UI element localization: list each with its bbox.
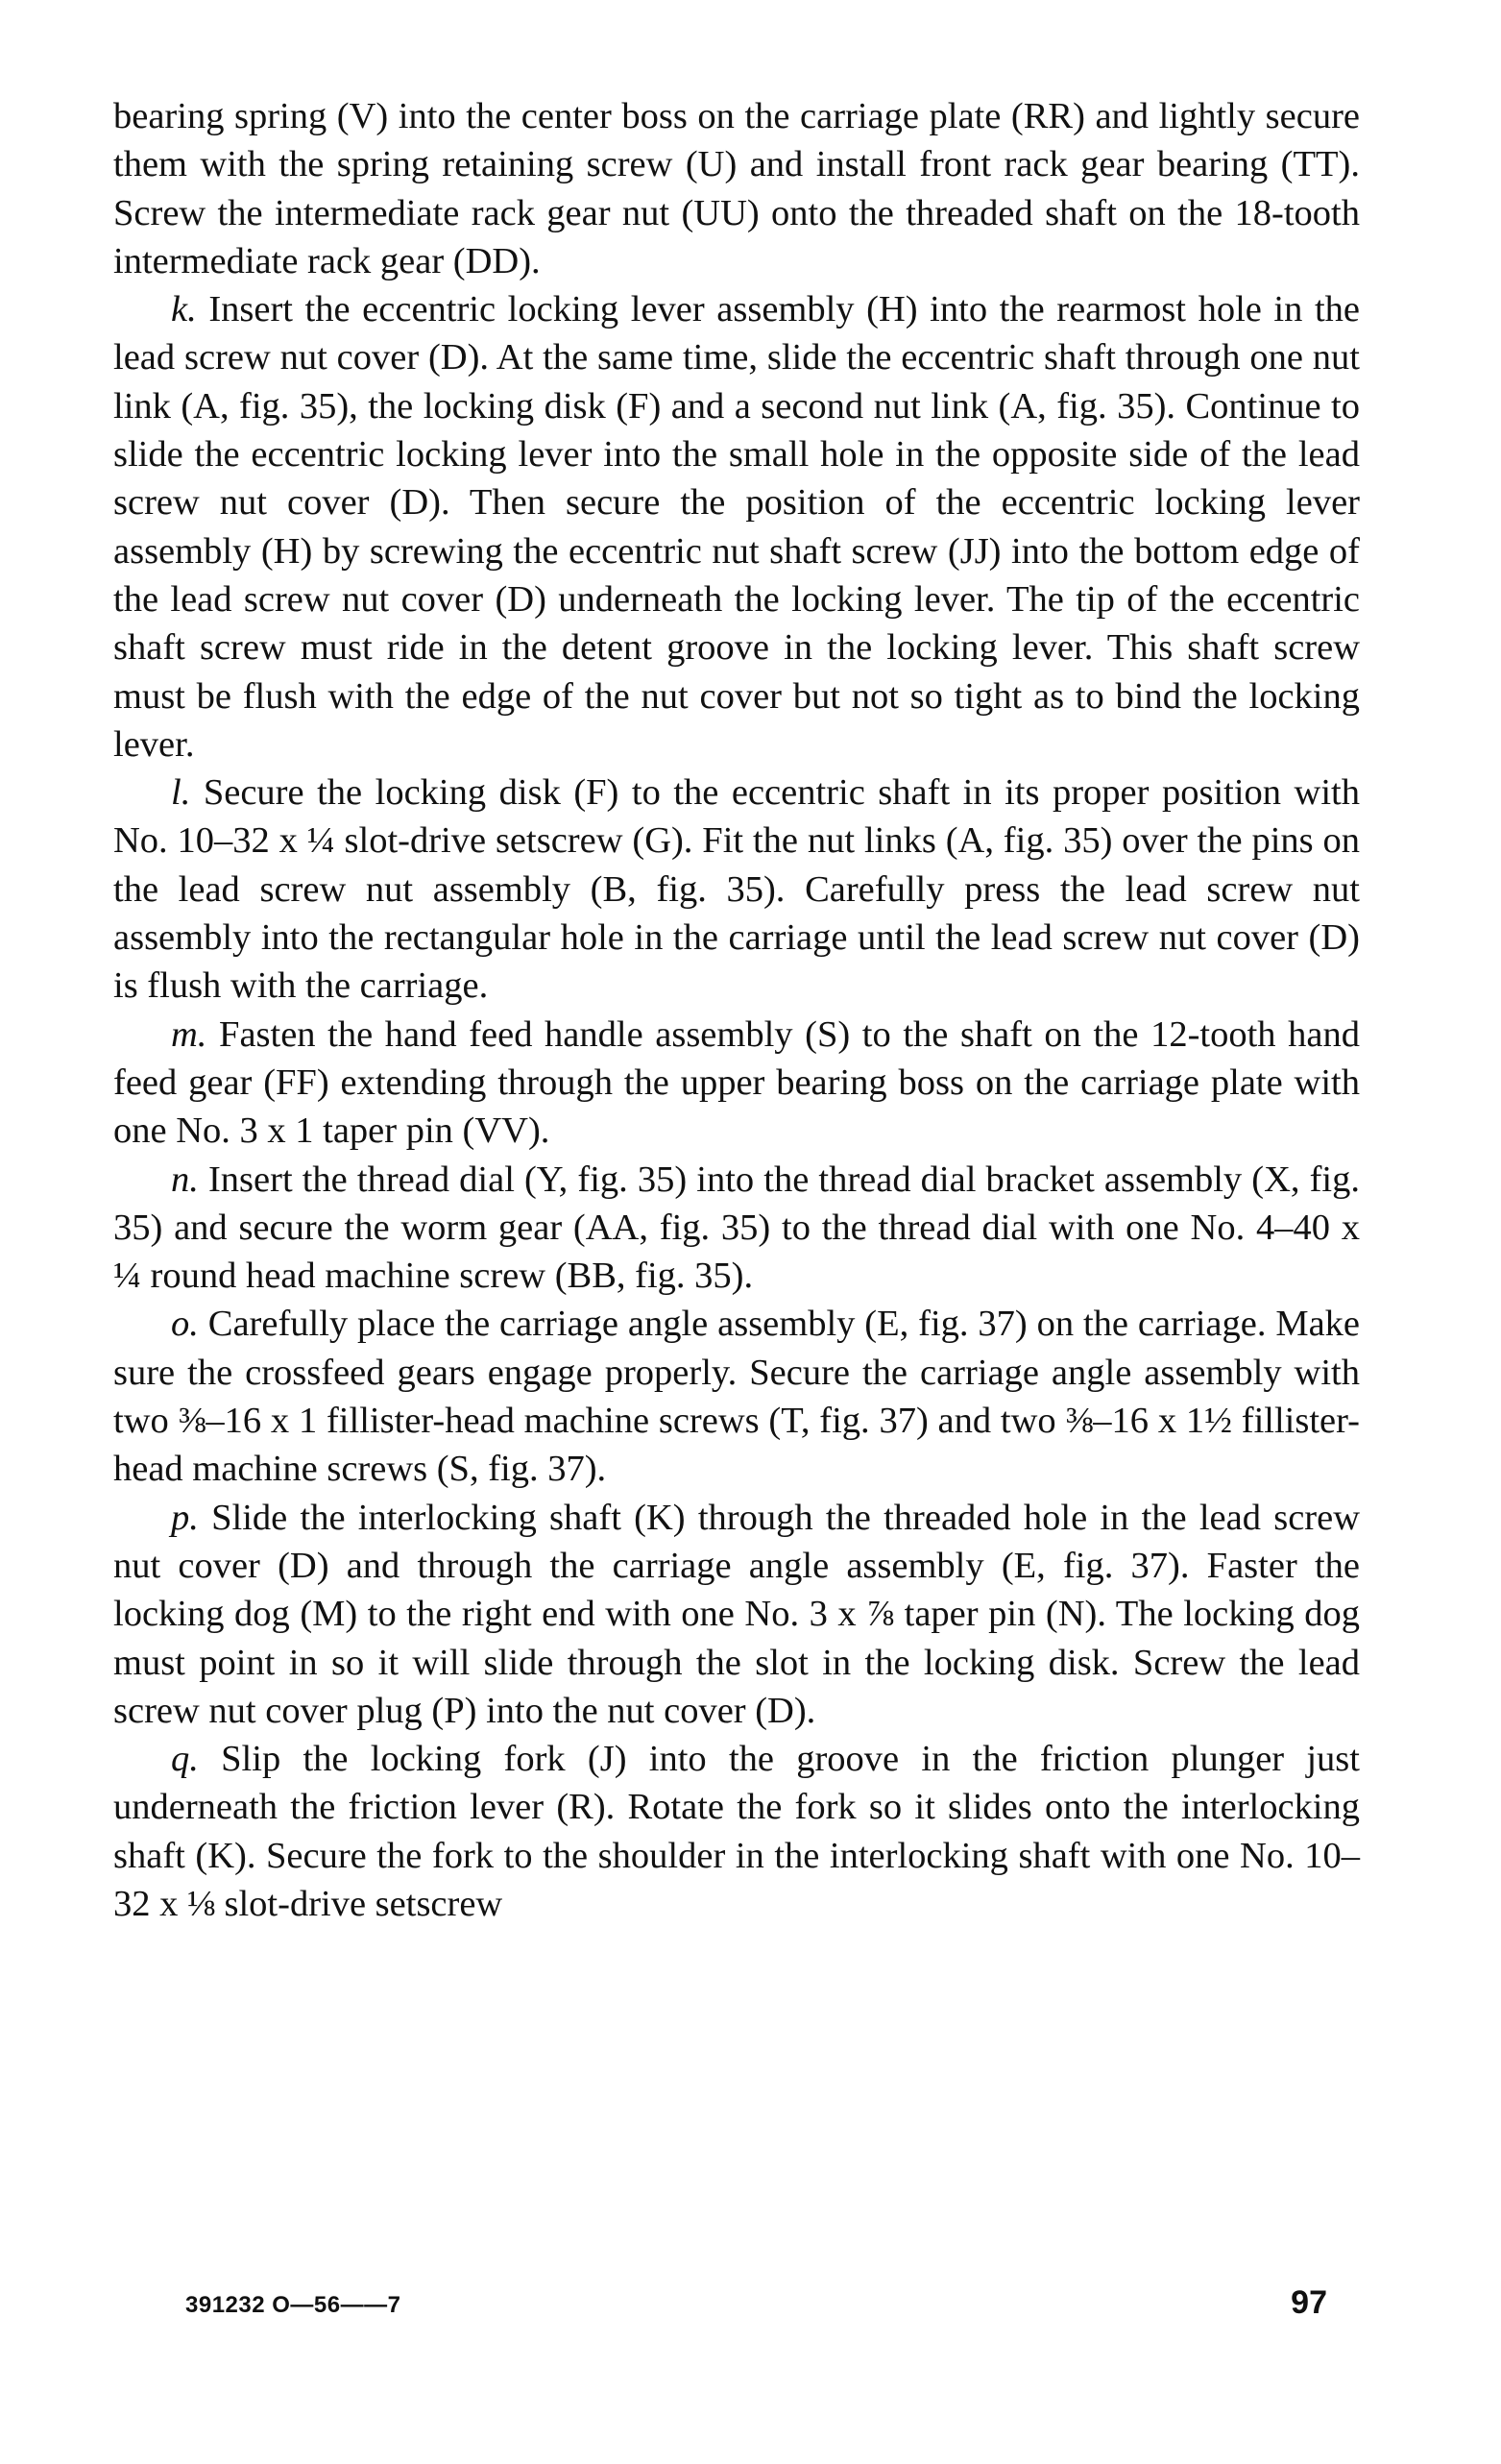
paragraph-m <box>113 1011 1360 1156</box>
paragraph-marker: n. <box>171 1159 199 1200</box>
paragraph-text: Insert the thread dial (Y, fig. 35) into the thread dial bracket assembly (X, fig. 35) and secure the worm gear (AA, fig. 35) to the thread dial with one No. 4–40 x ¼ round head machine screw (BB, fig. 35). <box>113 1159 1361 1297</box>
paragraph-l <box>113 768 1360 1010</box>
paragraph-text: Slip the locking fork (J) into the groove in the friction plunger just underneath the friction lever (R). Rotate the fork so it slides onto the interlocking shaft (K). Secure the fork to the shoulder in the interlocking shaft with one No. 10–32 x ⅛ slot-drive setscrew <box>113 1739 1360 1924</box>
paragraph-text: Carefully place the carriage angle assembly (E, fig. 37) on the carriage. Make sure the crossfeed gears engage properly. Secure the carriage angle assembly with two ⅜–16 x 1 fillister-head machine screws (T, fig. 37) and two ⅜–16 x 1½ fillister-head machine screws (S, fig. 37). <box>113 1304 1361 1490</box>
page-footer <box>113 2284 1360 2330</box>
paragraph-text: Slide the interlocking shaft (K) through the threaded hole in the lead screw nut cover (D) and through the carriage angle assembly (E, fig. 37). Faster the locking dog (M) to the right end with one No. 3 x ⅞ taper pin (N). The locking dog must point in so it will slide through the slot in the locking disk. Screw the lead screw nut cover plug (P) into the nut cover (D). <box>113 1497 1361 1731</box>
paragraph-k <box>113 285 1360 768</box>
paragraph-text: Secure the locking disk (F) to the eccentric shaft in its proper position with No. 10–32 x ¼ slot-drive setscrew (G). Fit the nut links (A, fig. 35) over the pins on the lead screw nut assembly (B, fig. 35). Carefully press the lead screw nut assembly into the rectangular hole in the carriage until the lead screw nut cover (D) is flush with the carriage. <box>113 772 1361 1007</box>
paragraph-p <box>113 1494 1360 1735</box>
paragraph-marker: o. <box>171 1304 199 1345</box>
paragraph-q <box>113 1735 1360 1928</box>
paragraph-n <box>113 1156 1360 1301</box>
paragraph-continuation <box>113 92 1360 285</box>
document-body <box>113 92 1360 1928</box>
paragraph-text: Fasten the hand feed handle assembly (S) to the shaft on the 12-tooth hand feed gear (FF) extending through the upper bearing boss on the carriage plate with one No. 3 x 1 taper pin (VV). <box>113 1013 1360 1152</box>
page-number: 97 <box>1291 2284 1327 2321</box>
print-code: 391232 O—56——7 <box>185 2292 401 2318</box>
paragraph-text: Insert the eccentric locking lever assembly (H) into the rearmost hole in the lead screw nut cover (D). At the same time, slide the eccentric shaft through one nut link (A, fig. 35), the locking disk (F) and a second nut link (A, fig. 35). Continue to slide the eccentric locking lever into the small hole in the opposite side of the lead screw nut cover (D). Then secure the position of the eccentric locking lever assembly (H) by screwing the eccentric nut shaft screw (JJ) into the bottom edge of the lead screw nut cover (D) underneath the locking lever. The tip of the eccentric shaft screw must ride in the detent groove in the locking lever. This shaft screw must be flush with the edge of the nut cover but not so tight as to bind the locking lever. <box>113 289 1361 765</box>
paragraph-marker: q. <box>171 1739 199 1780</box>
paragraph-o <box>113 1300 1360 1493</box>
paragraph-text: bearing spring (V) into the center boss on the carriage plate (RR) and lightly secure them with the spring retaining screw (U) and install front rack gear bearing (TT). Screw the intermediate rack gear nut (UU) onto the threaded shaft on the 18-tooth intermediate rack gear (DD). <box>113 96 1360 281</box>
paragraph-marker: l. <box>171 772 191 814</box>
paragraph-marker: k. <box>171 289 197 330</box>
paragraph-marker: m. <box>171 1013 207 1055</box>
paragraph-marker: p. <box>171 1497 199 1538</box>
